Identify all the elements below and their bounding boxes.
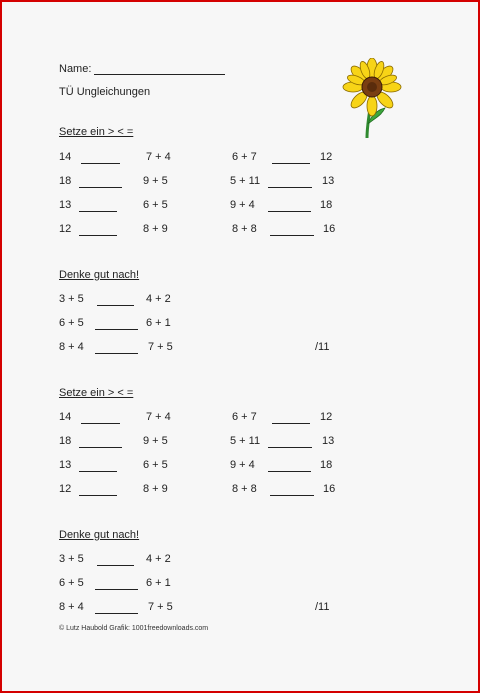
term: 9 + 4 xyxy=(230,199,255,211)
section-heading-compare: Setze ein > < = xyxy=(59,126,134,138)
term: 18 xyxy=(320,459,333,471)
sunflower-icon xyxy=(337,58,407,142)
term: 9 + 4 xyxy=(230,459,255,471)
term: 12 xyxy=(59,223,72,235)
term: 7 + 5 xyxy=(148,601,173,613)
term: 14 xyxy=(59,411,72,423)
answer-blank[interactable] xyxy=(95,613,138,614)
term: 9 + 5 xyxy=(143,435,168,447)
answer-blank[interactable] xyxy=(95,329,138,330)
term: 6 + 5 xyxy=(59,317,84,329)
answer-blank[interactable] xyxy=(79,471,117,472)
answer-blank[interactable] xyxy=(268,471,311,472)
answer-blank[interactable] xyxy=(79,495,117,496)
section-heading-think: Denke gut nach! xyxy=(59,529,140,541)
term: 8 + 4 xyxy=(59,341,84,353)
term: 7 + 4 xyxy=(146,411,171,423)
score-label: /11 xyxy=(315,341,330,353)
term: 18 xyxy=(59,175,72,187)
answer-blank[interactable] xyxy=(81,423,120,424)
term: 8 + 9 xyxy=(143,483,168,495)
term: 18 xyxy=(320,199,333,211)
term: 16 xyxy=(323,483,336,495)
term: 7 + 5 xyxy=(148,341,173,353)
term: 5 + 11 xyxy=(230,435,261,447)
term: 8 + 4 xyxy=(59,601,84,613)
answer-blank[interactable] xyxy=(79,187,122,188)
term: 12 xyxy=(320,411,333,423)
term: 6 + 7 xyxy=(232,411,257,423)
term: 4 + 2 xyxy=(146,293,171,305)
name-label: Name: xyxy=(59,63,92,75)
name-blank-line[interactable] xyxy=(94,74,225,75)
answer-blank[interactable] xyxy=(95,353,138,354)
term: 13 xyxy=(322,435,335,447)
term: 6 + 7 xyxy=(232,151,257,163)
answer-blank[interactable] xyxy=(79,211,117,212)
term: 16 xyxy=(323,223,336,235)
answer-blank[interactable] xyxy=(272,423,310,424)
term: 7 + 4 xyxy=(146,151,171,163)
answer-blank[interactable] xyxy=(97,565,134,566)
answer-blank[interactable] xyxy=(272,163,310,164)
term: 6 + 5 xyxy=(59,577,84,589)
term: 4 + 2 xyxy=(146,553,171,565)
answer-blank[interactable] xyxy=(270,495,314,496)
term: 13 xyxy=(59,199,72,211)
answer-blank[interactable] xyxy=(268,187,312,188)
score-label: /11 xyxy=(315,601,330,613)
term: 8 + 8 xyxy=(232,223,257,235)
section-heading-think: Denke gut nach! xyxy=(59,269,140,281)
answer-blank[interactable] xyxy=(81,163,120,164)
answer-blank[interactable] xyxy=(268,211,311,212)
term: 12 xyxy=(59,483,72,495)
page-title: TÜ Ungleichungen xyxy=(59,86,151,98)
term: 12 xyxy=(320,151,333,163)
answer-blank[interactable] xyxy=(95,589,138,590)
term: 3 + 5 xyxy=(59,553,84,565)
term: 6 + 1 xyxy=(146,317,171,329)
term: 8 + 9 xyxy=(143,223,168,235)
answer-blank[interactable] xyxy=(268,447,312,448)
term: 14 xyxy=(59,151,72,163)
term: 13 xyxy=(59,459,72,471)
answer-blank[interactable] xyxy=(97,305,134,306)
copyright-note: © Lutz Haubold Grafik: 1001freedownloads.com xyxy=(59,625,209,632)
answer-blank[interactable] xyxy=(270,235,314,236)
term: 9 + 5 xyxy=(143,175,168,187)
term: 3 + 5 xyxy=(59,293,84,305)
term: 8 + 8 xyxy=(232,483,257,495)
term: 18 xyxy=(59,435,72,447)
answer-blank[interactable] xyxy=(79,235,117,236)
term: 6 + 1 xyxy=(146,577,171,589)
section-heading-compare: Setze ein > < = xyxy=(59,387,134,399)
term: 6 + 5 xyxy=(143,199,168,211)
answer-blank[interactable] xyxy=(79,447,122,448)
term: 6 + 5 xyxy=(143,459,168,471)
term: 13 xyxy=(322,175,335,187)
term: 5 + 11 xyxy=(230,175,261,187)
